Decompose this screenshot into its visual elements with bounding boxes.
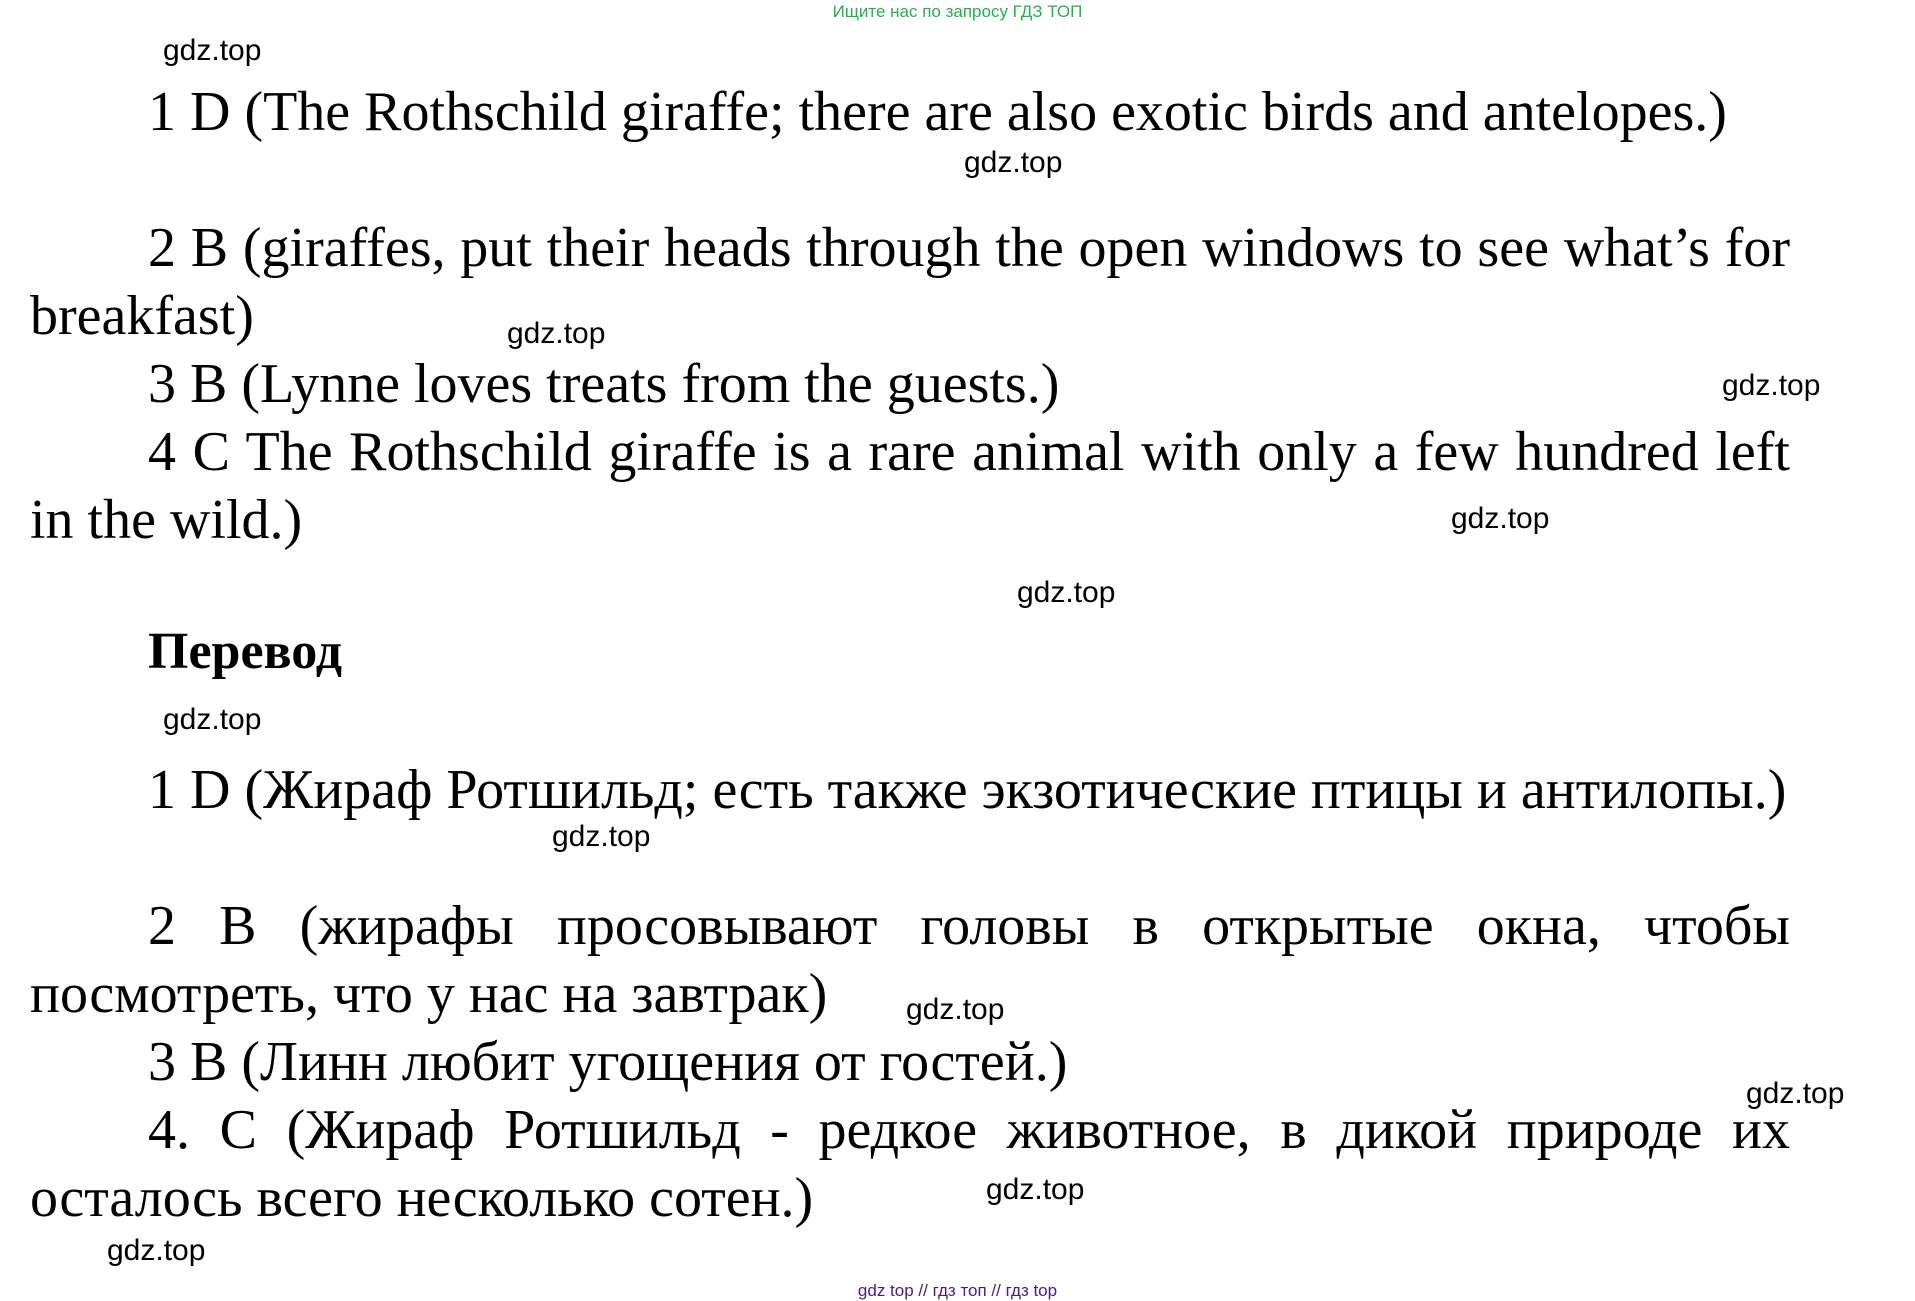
watermark: gdz.top bbox=[906, 993, 1005, 1026]
watermark: gdz.top bbox=[163, 703, 262, 736]
translation-1: 1 D (Жираф Ротшильд; есть также экзотические птицы и антилопы.) bbox=[148, 759, 1787, 821]
translation-heading: Перевод bbox=[148, 623, 343, 680]
answer-3: 3 B (Lynne loves treats from the guests.) bbox=[148, 353, 1060, 415]
translation-4: 4. C (Жираф Ротшильд - редкое животное, в дикой природе их осталось всего несколько сотен.) bbox=[30, 1099, 1790, 1229]
watermark: gdz.top bbox=[163, 34, 262, 67]
translation-3: 3 B (Линн любит угощения от гостей.) bbox=[148, 1031, 1068, 1093]
watermark: gdz.top bbox=[1722, 369, 1821, 402]
translation-2: 2 B (жирафы просовывают головы в открытые окна, чтобы посмотреть, что у нас на завтрак) bbox=[30, 895, 1790, 1025]
watermark: gdz.top bbox=[1451, 502, 1550, 535]
answer-2: 2 B (giraffes, put their heads through the open windows to see what’s for breakfast) bbox=[30, 217, 1790, 347]
watermark: gdz.top bbox=[107, 1234, 206, 1267]
answer-1: 1 D (The Rothschild giraffe; there are also exotic birds and antelopes.) bbox=[148, 81, 1727, 143]
answer-4: 4 C The Rothschild giraffe is a rare animal with only a few hundred left in the wild.) bbox=[30, 421, 1790, 551]
watermark: gdz.top bbox=[552, 820, 651, 853]
watermark: gdz.top bbox=[1746, 1077, 1845, 1110]
watermark: gdz.top bbox=[964, 146, 1063, 179]
footer-links[interactable]: gdz top // гдз топ // гдз top bbox=[857, 1281, 1058, 1300]
watermark: gdz.top bbox=[1017, 576, 1116, 609]
watermark: gdz.top bbox=[507, 317, 606, 350]
top-banner-link[interactable]: Ищите нас по запросу ГДЗ ТОП bbox=[832, 2, 1083, 21]
watermark: gdz.top bbox=[986, 1173, 1085, 1206]
